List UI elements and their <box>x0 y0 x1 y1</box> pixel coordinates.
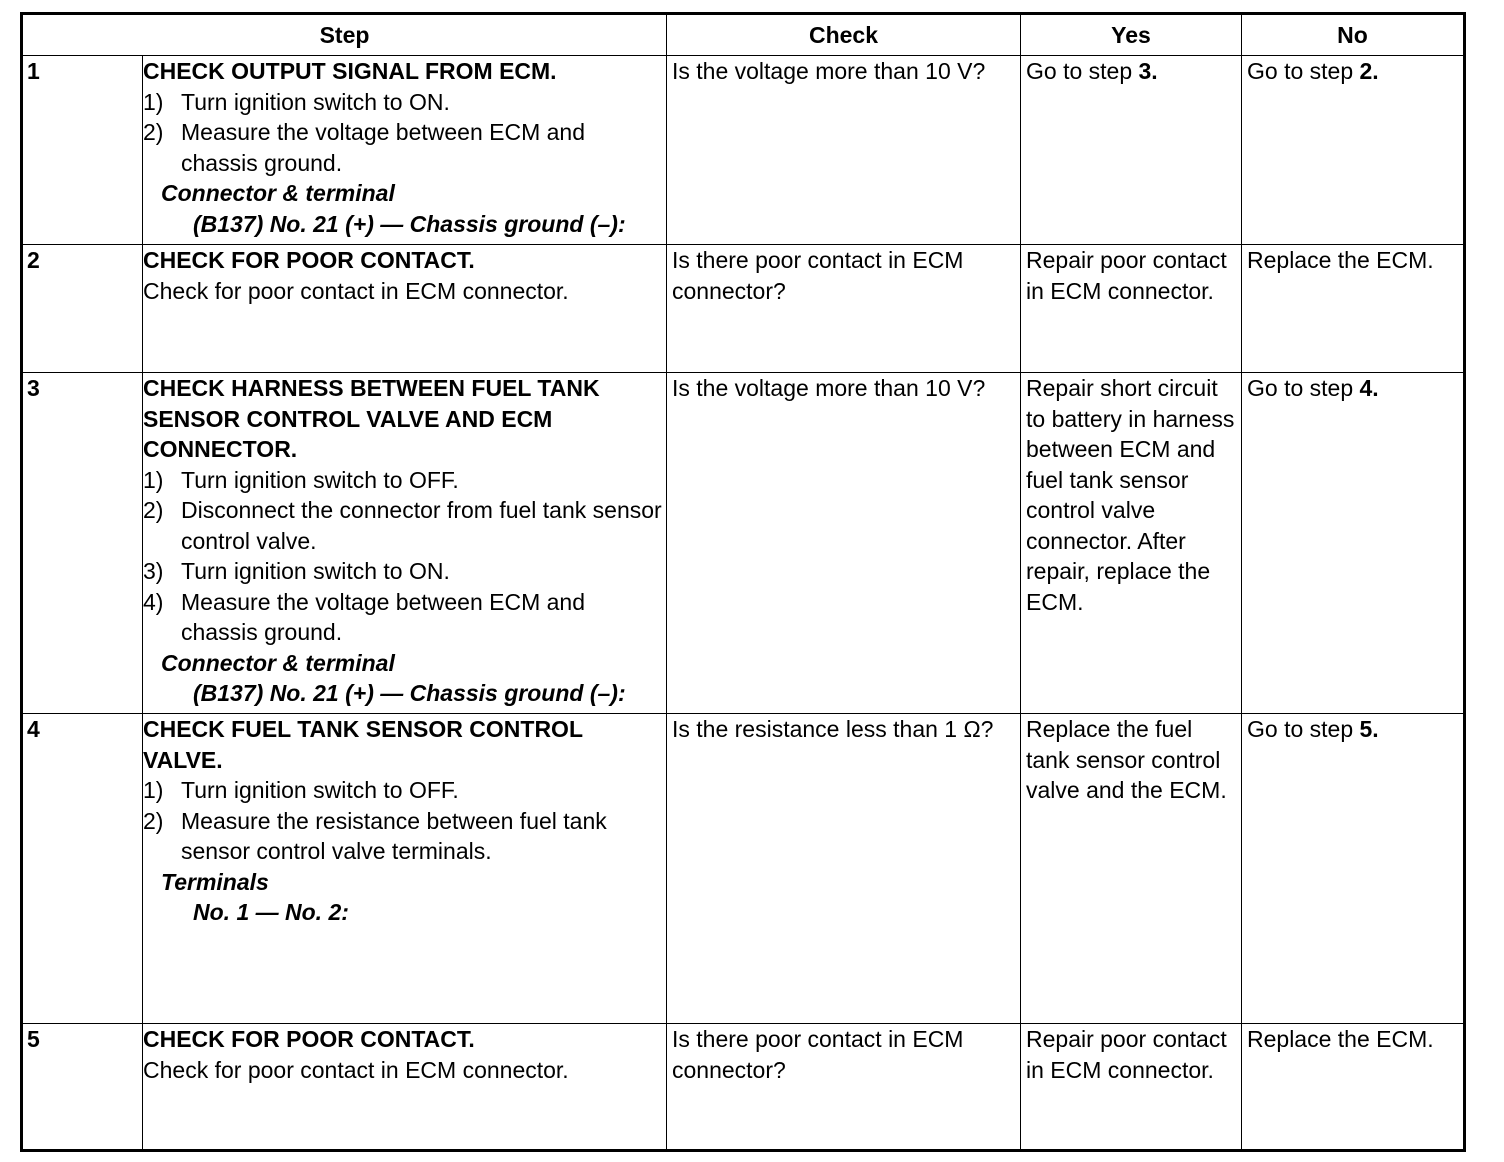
no-cell <box>1242 373 1465 714</box>
yes-cell: Replace the fuel tank sensor control valve and the ECM. <box>1021 714 1242 1024</box>
spec-heading: Connector & terminal <box>161 180 395 206</box>
item-number: 2) <box>143 497 164 523</box>
item-text: Measure the voltage between ECM and chassis ground. <box>181 588 586 645</box>
list-item <box>143 117 666 178</box>
no-cell: Replace the ECM. <box>1242 1024 1465 1151</box>
diagnostic-procedure <box>20 12 1466 1152</box>
no-cell: Replace the ECM. <box>1242 245 1465 373</box>
header-no: No <box>1242 14 1465 56</box>
header-yes: Yes <box>1021 14 1242 56</box>
step-title: CHECK FUEL TANK SENSOR CONTROL VALVE. <box>143 716 583 773</box>
no-cell <box>1242 56 1465 245</box>
item-text: Turn ignition switch to OFF. <box>181 777 459 803</box>
no-step-ref: 4. <box>1359 375 1379 401</box>
item-text: Turn ignition switch to ON. <box>181 88 450 115</box>
no-cell <box>1242 714 1465 1024</box>
list-item <box>143 775 666 806</box>
no-text: Go to step <box>1247 716 1360 742</box>
table-row <box>22 56 1465 245</box>
step-number: 2 <box>22 245 143 373</box>
step-description <box>143 373 667 714</box>
item-number: 2) <box>143 119 164 145</box>
yes-text: Go to step <box>1026 58 1139 84</box>
list-item <box>143 465 666 496</box>
no-text: Go to step <box>1247 58 1360 84</box>
no-step-ref: 2. <box>1359 58 1379 84</box>
yes-cell <box>1021 56 1242 245</box>
list-item <box>143 806 666 867</box>
header-check: Check <box>667 14 1021 56</box>
step-title: CHECK FOR POOR CONTACT. <box>143 1026 475 1052</box>
item-number: 4) <box>143 588 164 615</box>
diagnostic-table <box>20 12 1466 1152</box>
check-cell: Is the voltage more than 10 V? <box>667 56 1021 245</box>
item-number: 2) <box>143 807 164 834</box>
item-text: Measure the voltage between ECM and chassis ground. <box>181 119 586 176</box>
check-cell: Is the resistance less than 1 Ω? <box>667 714 1021 1024</box>
item-number: 1) <box>143 88 164 115</box>
table-row <box>22 373 1465 714</box>
list-item <box>143 495 666 556</box>
yes-cell: Repair short circuit to battery in harness between ECM and fuel tank sensor control valve connector. After repair, replace the ECM. <box>1021 373 1242 714</box>
item-text: Measure the resistance between fuel tank sensor control valve terminals. <box>181 807 607 864</box>
yes-cell: Repair poor contact in ECM connector. <box>1021 245 1242 373</box>
spec-heading: Terminals <box>161 868 269 895</box>
item-text: Disconnect the connector from fuel tank sensor control valve. <box>181 497 662 554</box>
step-body: Check for poor contact in ECM connector. <box>143 1056 569 1083</box>
check-cell: Is there poor contact in ECM connector? <box>667 245 1021 373</box>
item-text: Turn ignition switch to OFF. <box>181 466 459 493</box>
no-step-ref: 5. <box>1359 716 1379 742</box>
item-number: 1) <box>143 466 164 493</box>
step-description <box>143 245 667 373</box>
step-number: 5 <box>22 1024 143 1151</box>
step-description <box>143 56 667 245</box>
yes-cell: Repair poor contact in ECM connector. <box>1021 1024 1242 1151</box>
step-description <box>143 714 667 1024</box>
table-row <box>22 1024 1465 1151</box>
step-title: CHECK HARNESS BETWEEN FUEL TANK SENSOR CONTROL VALVE AND ECM CONNECTOR. <box>143 375 600 462</box>
no-text: Go to step <box>1247 375 1360 401</box>
list-item <box>143 556 666 587</box>
step-number: 3 <box>22 373 143 714</box>
step-title: CHECK FOR POOR CONTACT. <box>143 247 475 273</box>
step-number: 1 <box>22 56 143 245</box>
spec-heading: Connector & terminal <box>161 649 395 676</box>
item-number: 3) <box>143 558 164 584</box>
step-description <box>143 1024 667 1151</box>
list-item <box>143 87 666 118</box>
table-row <box>22 245 1465 373</box>
spec-value: No. 1 — No. 2: <box>193 899 349 925</box>
header-step: Step <box>22 14 667 56</box>
list-item <box>143 587 666 648</box>
item-number: 1) <box>143 777 164 803</box>
step-body: Check for poor contact in ECM connector. <box>143 277 569 304</box>
table-row <box>22 714 1465 1024</box>
step-number: 4 <box>22 714 143 1024</box>
check-cell: Is there poor contact in ECM connector? <box>667 1024 1021 1151</box>
check-cell: Is the voltage more than 10 V? <box>667 373 1021 714</box>
yes-step-ref: 3. <box>1138 58 1158 84</box>
step-title: CHECK OUTPUT SIGNAL FROM ECM. <box>143 58 557 84</box>
spec-value: (B137) No. 21 (+) — Chassis ground (–): <box>193 680 626 706</box>
item-text: Turn ignition switch to ON. <box>181 558 450 584</box>
header-row <box>22 14 1465 56</box>
spec-value: (B137) No. 21 (+) — Chassis ground (–): <box>193 210 626 237</box>
